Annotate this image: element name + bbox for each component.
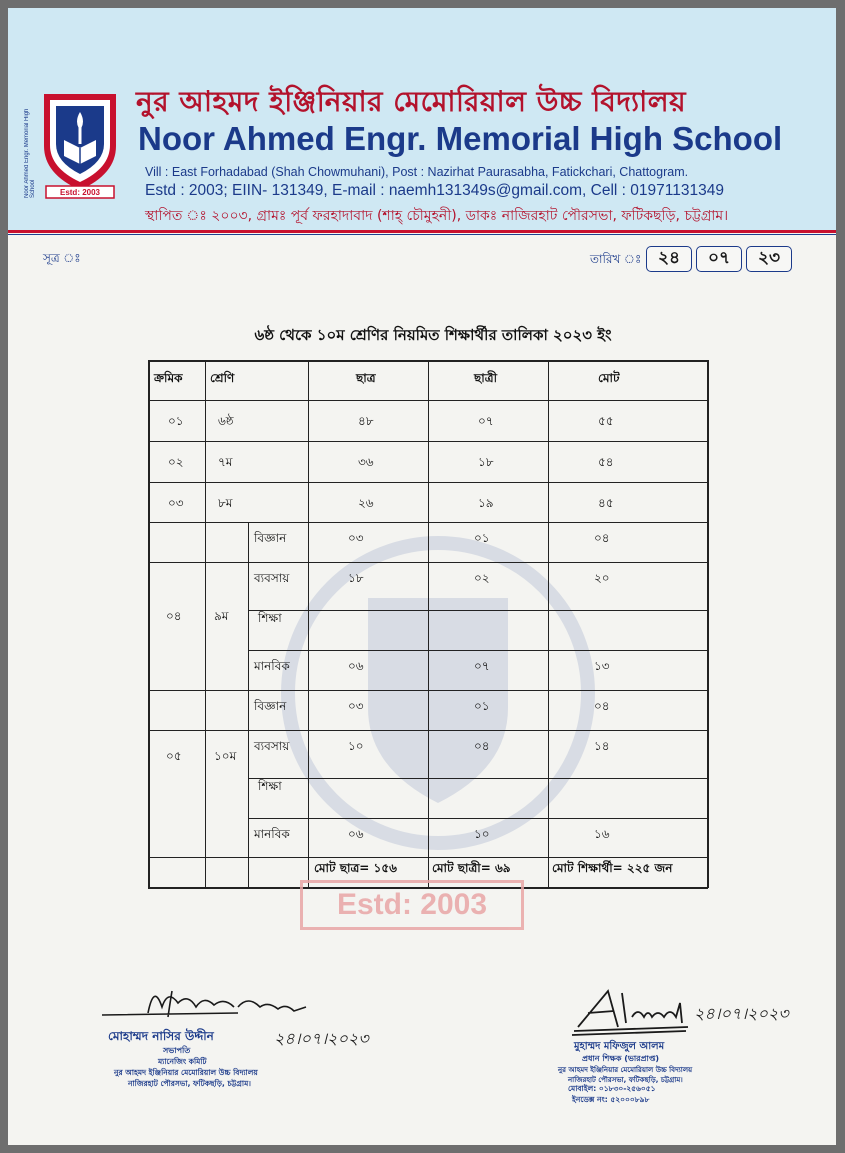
row-total: ৫৫ bbox=[598, 414, 614, 428]
table-col-line bbox=[205, 360, 206, 888]
table-col-line bbox=[308, 360, 309, 888]
date-year: ২৩ bbox=[746, 246, 792, 272]
table-col-line bbox=[248, 522, 249, 887]
table-col-line bbox=[548, 360, 549, 888]
school-name-english: Noor Ahmed Engr. Memorial High School bbox=[138, 120, 783, 157]
group-boys: ০৩ bbox=[348, 531, 364, 545]
letterhead-divider-thin bbox=[8, 234, 836, 235]
group-total: ২০ bbox=[594, 571, 610, 585]
document-page bbox=[8, 8, 836, 1145]
row-serial: ০১ bbox=[168, 414, 184, 428]
group-name: বিজ্ঞান bbox=[254, 699, 287, 713]
header-total: মোট bbox=[598, 371, 620, 385]
table-row-line bbox=[248, 650, 708, 651]
table-row-line bbox=[248, 818, 708, 819]
row-serial: ০২ bbox=[168, 455, 184, 469]
group-name: ব্যবসায় bbox=[254, 571, 290, 585]
date-label: তারিখ ঃ bbox=[590, 252, 642, 266]
group-boys: ০৬ bbox=[348, 659, 364, 673]
table-row-line bbox=[248, 778, 708, 779]
row-boys: ২৬ bbox=[358, 496, 374, 510]
row-boys: ৪৮ bbox=[358, 414, 374, 428]
group-girls: ০৪ bbox=[474, 739, 490, 753]
school-name-bangla: নুর আহমদ ইঞ্জিনিয়ার মেমোরিয়াল উচ্চ বিদ্যালয় bbox=[136, 85, 687, 118]
letterhead bbox=[8, 8, 836, 230]
group-girls: ০১ bbox=[474, 699, 490, 713]
row-girls: ১৮ bbox=[478, 455, 494, 469]
logo-estd-text: Estd: 2003 bbox=[59, 188, 101, 197]
group-boys: ১০ bbox=[348, 739, 364, 753]
group-total: ১৬ bbox=[594, 827, 610, 841]
signature-left-line2: নুর আহমদ ইঞ্জিনিয়ার মেমোরিয়াল উচ্চ বিদ্যালয় bbox=[114, 1068, 258, 1077]
document-heading: ৬ষ্ঠ থেকে ১০ম শ্রেণির নিয়মিত শিক্ষার্থীর তালিকা ২০২৩ ইং bbox=[254, 326, 612, 344]
group-serial: ০৪ bbox=[166, 609, 182, 623]
group-girls: ১০ bbox=[474, 827, 490, 841]
group-boys: ০৩ bbox=[348, 699, 364, 713]
group-name-line2: শিক্ষা bbox=[258, 611, 282, 625]
group-total: ০৪ bbox=[594, 699, 610, 713]
table-row-line bbox=[248, 610, 708, 611]
total-all: মোট শিক্ষার্থী= ২২৫ জন bbox=[552, 861, 673, 875]
header-girls: ছাত্রী bbox=[474, 371, 498, 385]
table-border-line bbox=[148, 360, 150, 888]
row-serial: ০৩ bbox=[168, 496, 184, 510]
signature-right-name: মুহাম্মদ মফিজুল আলম bbox=[574, 1041, 665, 1052]
group-name: ব্যবসায় bbox=[254, 739, 290, 753]
signature-block-left bbox=[88, 973, 408, 1123]
table-border-line bbox=[707, 360, 709, 888]
group-total: ০৪ bbox=[594, 531, 610, 545]
row-total: ৪৫ bbox=[598, 496, 614, 510]
group-girls: ০১ bbox=[474, 531, 490, 545]
signature-block-right bbox=[548, 983, 828, 1133]
group-name: মানবিক bbox=[254, 827, 290, 841]
signature-right-title: প্রধান শিক্ষক (ভারপ্রাপ্ত) bbox=[582, 1054, 660, 1063]
letterhead-divider bbox=[8, 230, 836, 233]
signature-left-title: সভাপতি bbox=[163, 1046, 191, 1055]
header-boys: ছাত্র bbox=[356, 371, 376, 385]
group-girls: ০৭ bbox=[474, 659, 490, 673]
signature-left-line3: নাজিরহাট পৌরসভা, ফটিকছড়ি, চট্টগ্রাম। bbox=[128, 1079, 251, 1088]
total-girls: মোট ছাত্রী= ৬৯ bbox=[432, 861, 511, 875]
group-girls: ০২ bbox=[474, 571, 490, 585]
date-month: ০৭ bbox=[696, 246, 742, 272]
group-serial: ০৫ bbox=[166, 749, 182, 763]
signature-left-name: মোহাম্মদ নাসির উদ্দীন bbox=[108, 1029, 214, 1043]
reference-label: সূত্র ঃ bbox=[43, 251, 81, 265]
date-boxes bbox=[646, 246, 792, 272]
address-line: Vill : East Forhadabad (Shah Chowmuhani), Post : Nazirhat Paurasabha, Fatickchari, Chattogram. bbox=[145, 165, 689, 179]
contact-line: Estd : 2003; EIIN- 131349, E-mail : naemh131349s@gmail.com, Cell : 01971131349 bbox=[145, 182, 724, 199]
signature-right-date: ২৪।০৭।২০২৩ bbox=[694, 1004, 789, 1023]
row-boys: ৩৬ bbox=[358, 455, 374, 469]
school-logo bbox=[38, 90, 122, 200]
signature-right-line3: মোবাইল: ০১৮৩০-২৫৬০৫১ bbox=[568, 1084, 656, 1093]
estd-stamp: Estd: 2003 bbox=[300, 880, 524, 930]
group-name: বিজ্ঞান bbox=[254, 531, 287, 545]
table-col-line bbox=[428, 360, 429, 888]
row-total: ৫৪ bbox=[598, 455, 614, 469]
signature-right-line2: নাজিরহাট পৌরসভা, ফটিকছড়ি, চট্টগ্রাম। bbox=[568, 1076, 683, 1084]
row-class: ৬ষ্ঠ bbox=[218, 414, 234, 428]
total-boys: মোট ছাত্র= ১৫৬ bbox=[314, 861, 397, 875]
logo-ring-text: Noor Ahmed Engr. Memorial High School bbox=[24, 108, 36, 198]
date-day: ২৪ bbox=[646, 246, 692, 272]
row-class: ৮ম bbox=[218, 496, 233, 510]
header-serial: ক্রমিক bbox=[154, 371, 183, 385]
group-total: ১৩ bbox=[594, 659, 610, 673]
address-bangla: স্থাপিত ঃ ২০০৩, গ্রামঃ পূর্ব ফরহাদাবাদ (শাহ্ চৌমুহনী), ডাকঃ নাজিরহাট পৌরসভা, ফটিকছড়ি, চট্টগ্রাম। bbox=[145, 208, 729, 224]
signature-scribble-left bbox=[88, 973, 408, 1033]
signature-right-line4: ইনডেক্স নং: ৫২০০০৮৯৮ bbox=[572, 1095, 650, 1104]
signature-left-date: ২৪।০৭।২০২৩ bbox=[274, 1029, 369, 1048]
group-name-line2: শিক্ষা bbox=[258, 779, 282, 793]
group-boys: ১৮ bbox=[348, 571, 364, 585]
student-table bbox=[148, 360, 708, 887]
signature-left-line1: ম্যানেজিং কমিটি bbox=[158, 1057, 207, 1066]
group-class: ১০ম bbox=[214, 749, 237, 763]
row-girls: ০৭ bbox=[478, 414, 494, 428]
group-total: ১৪ bbox=[594, 739, 610, 753]
group-class: ৯ম bbox=[214, 609, 229, 623]
header-class: শ্রেণি bbox=[210, 371, 235, 385]
row-girls: ১৯ bbox=[478, 496, 494, 510]
group-name: মানবিক bbox=[254, 659, 290, 673]
signature-right-line1: নুর আহমদ ইঞ্জিনিয়ার মেমোরিয়াল উচ্চ বিদ্যালয় bbox=[558, 1066, 693, 1074]
group-boys: ০৬ bbox=[348, 827, 364, 841]
row-class: ৭ম bbox=[218, 455, 233, 469]
